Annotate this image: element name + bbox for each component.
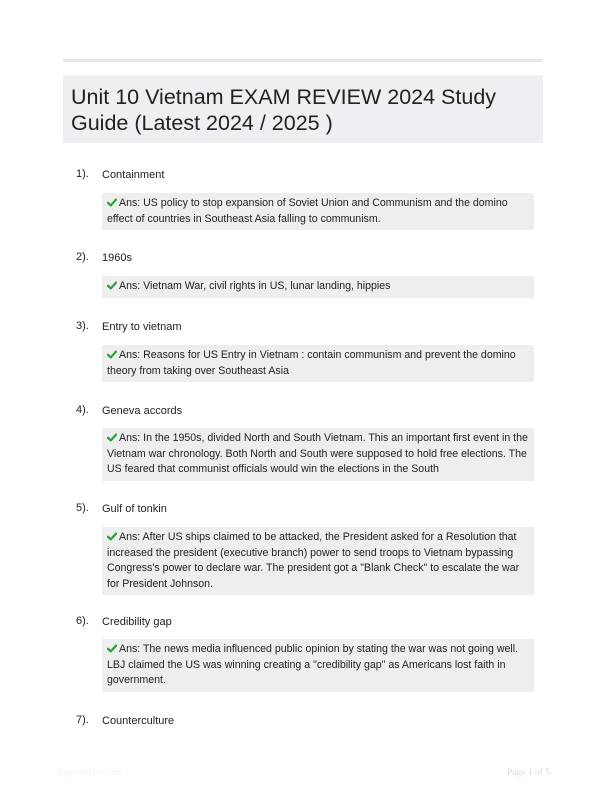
- question-term: Geneva accords: [102, 405, 183, 417]
- answer-box: [102, 276, 534, 298]
- question-number: 1).: [76, 168, 89, 180]
- question-number: 7).: [76, 714, 89, 726]
- answer-text: Ans: The news media influenced public opinion by stating the war was not going well. LBJ claimed the US was winning creating a "credibility gap" as Americans lost faith in government.: [107, 643, 519, 686]
- question-number: 5).: [76, 502, 89, 514]
- answer-box: [102, 193, 534, 230]
- check-icon: [107, 350, 117, 359]
- question-number: 2).: [76, 251, 89, 263]
- footer-watermark: Paperstudio.com: [58, 768, 122, 778]
- question-term: 1960s: [102, 252, 132, 264]
- top-divider: [63, 59, 543, 62]
- question-term: Credibility gap: [102, 616, 172, 628]
- question-term: Counterculture: [102, 715, 175, 727]
- answer-text: Ans: Reasons for US Entry in Vietnam : contain communism and prevent the domino theory from taking over Southeast Asia: [107, 349, 516, 377]
- check-icon: [107, 644, 117, 653]
- answer-box: [102, 345, 534, 382]
- question-term: Entry to vietnam: [102, 321, 182, 333]
- question-number: 6).: [76, 615, 89, 627]
- question-number: 4).: [76, 404, 89, 416]
- check-icon: [107, 532, 117, 541]
- page-title: Unit 10 Vietnam EXAM REVIEW 2024 Study Guide (Latest 2024 / 2025 ): [71, 85, 497, 135]
- check-icon: [107, 281, 117, 290]
- answer-text: Ans: In the 1950s, divided North and South Vietnam. This an important first event in the Vietnam war chronology. Both North and South were supposed to hold free elections. The US feared that communist officials would win the elections in the South: [107, 432, 528, 475]
- answer-text: Ans: After US ships claimed to be attacked, the President asked for a Resolution that increased the president (executive branch) power to send troops to Vietnam bypassing Congress's power to declare war. The president got a "Blank Check" to escalate the war for President Johnson.: [107, 531, 520, 590]
- page-indicator: Page 1 of 5: [507, 768, 551, 778]
- question-term: Containment: [102, 169, 165, 181]
- answer-box: [102, 527, 534, 595]
- answer-text: Ans: Vietnam War, civil rights in US, lunar landing, hippies: [119, 280, 391, 292]
- title-banner: [63, 75, 543, 143]
- answer-box: [102, 428, 534, 481]
- check-icon: [107, 433, 117, 442]
- question-term: Gulf of tonkin: [102, 503, 167, 515]
- answer-text: Ans: US policy to stop expansion of Soviet Union and Communism and the domino effect of countries in Southeast Asia falling to communism.: [107, 197, 508, 225]
- check-icon: [107, 198, 117, 207]
- answer-box: [102, 639, 534, 692]
- question-number: 3).: [76, 320, 89, 332]
